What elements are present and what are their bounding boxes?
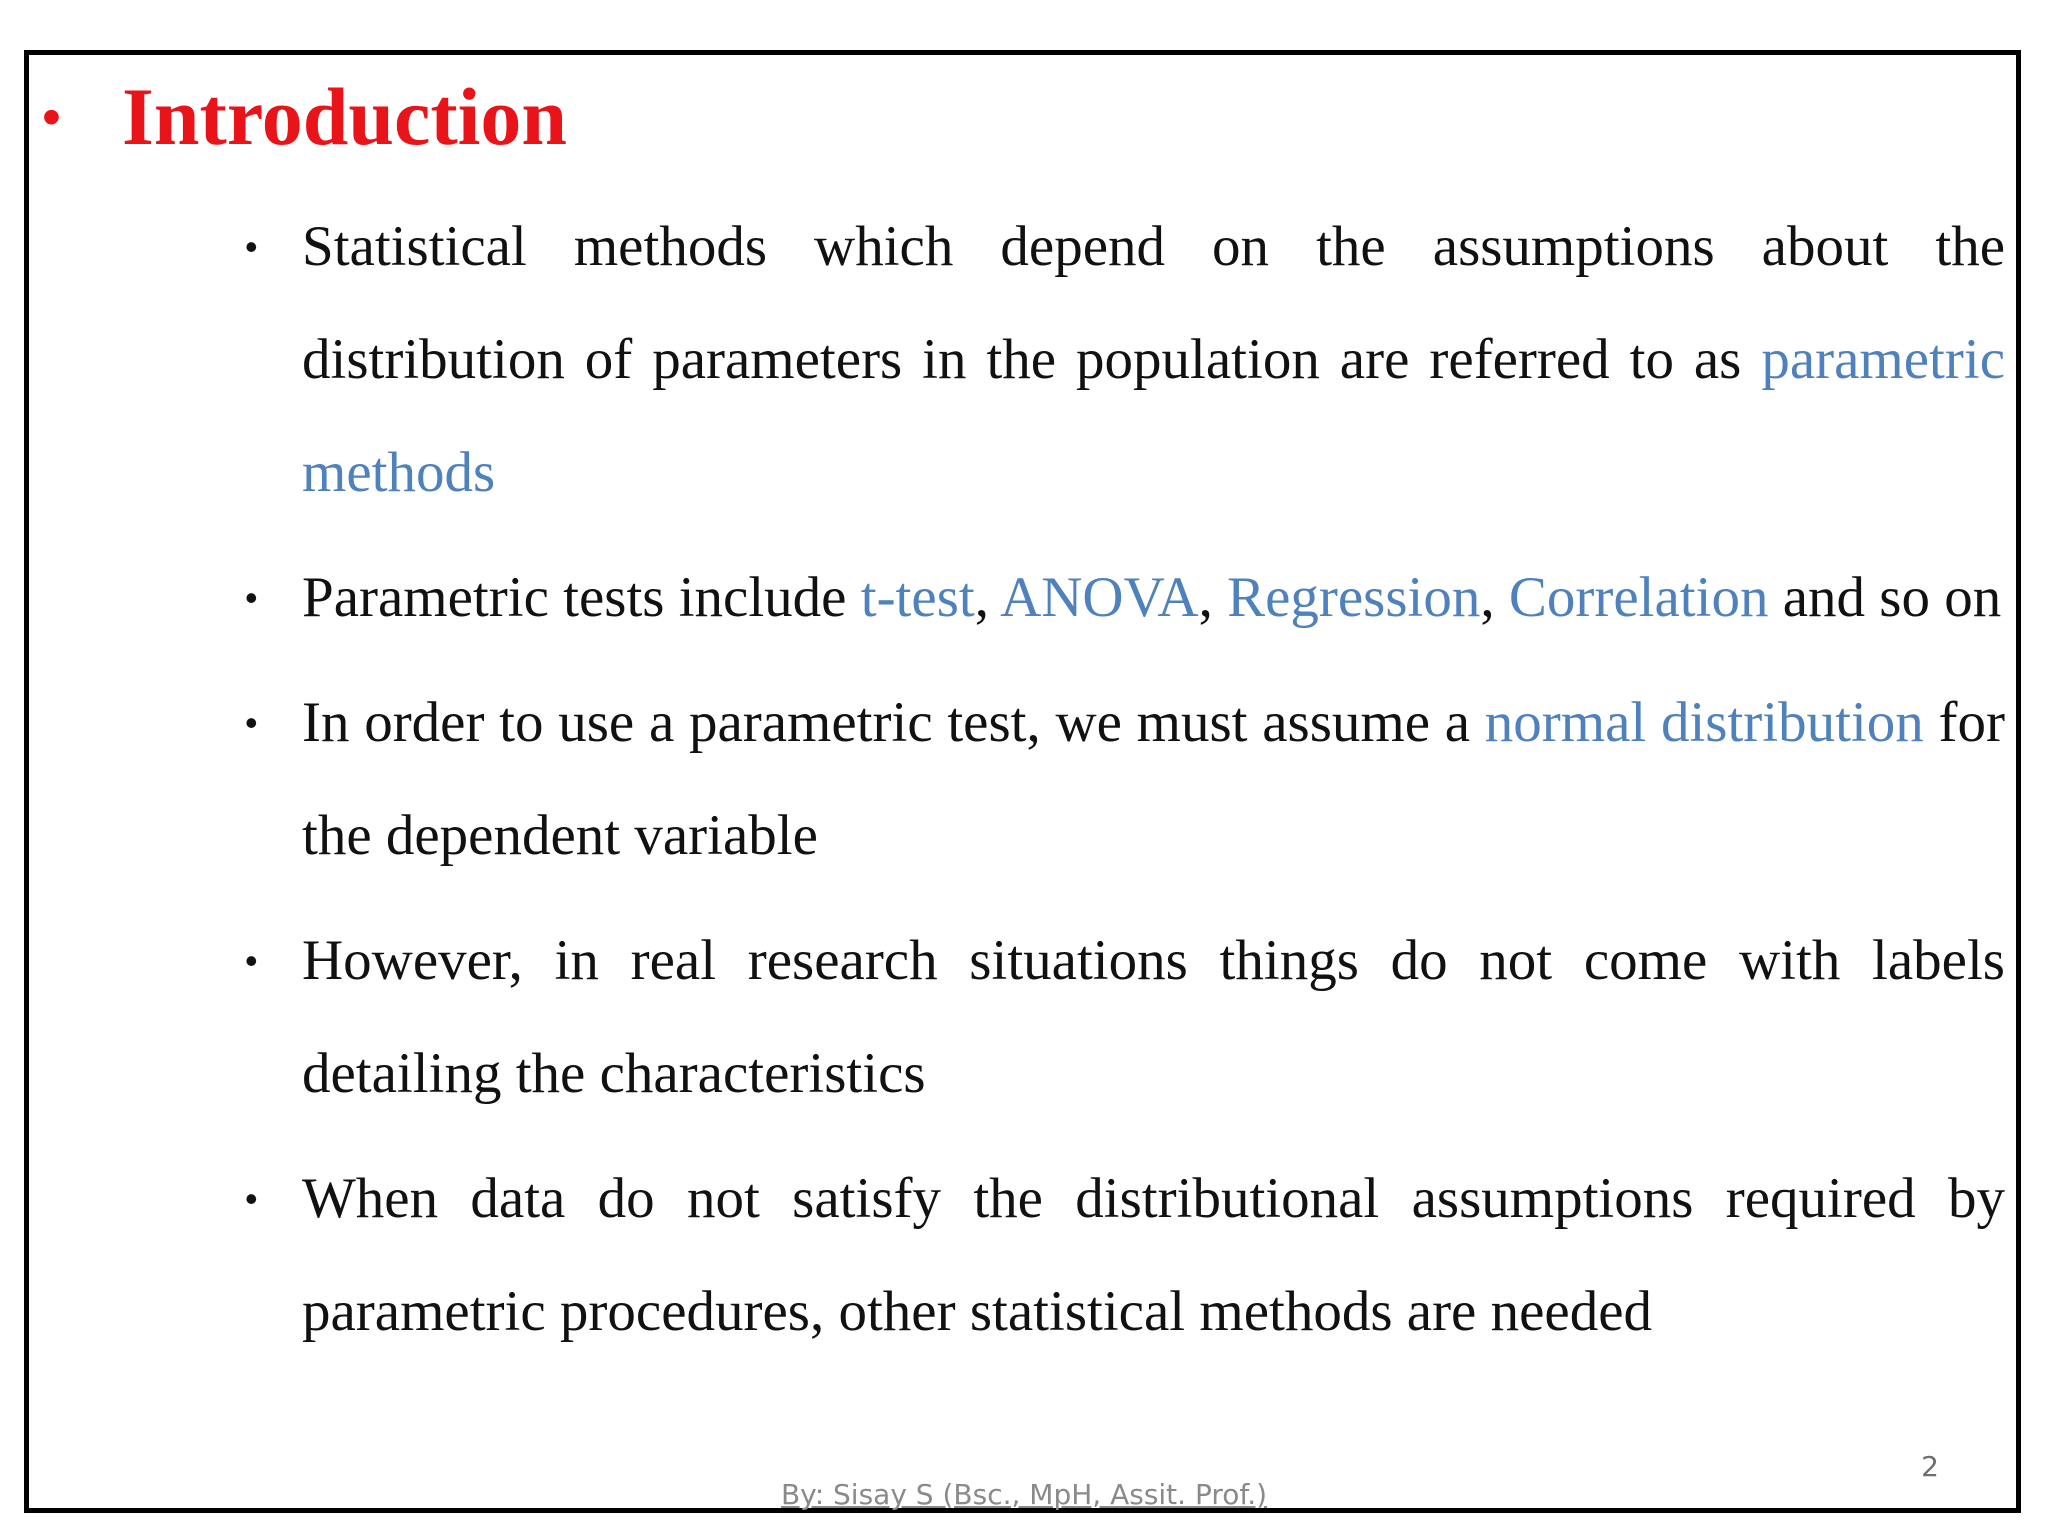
- text-segment: ,: [1198, 566, 1228, 629]
- bullet-marker: •: [245, 1178, 258, 1219]
- bullet-text: [302, 190, 2005, 529]
- highlighted-term: t-test: [860, 566, 975, 629]
- text-segment: and so on: [1768, 566, 2002, 629]
- bullet-marker: •: [245, 226, 258, 267]
- bullet-list: [245, 190, 2005, 1380]
- list-item: [245, 190, 2005, 529]
- text-segment: for the dependent variable: [302, 691, 2005, 867]
- highlighted-term: parametric methods: [302, 328, 2005, 504]
- list-item: [245, 904, 2005, 1130]
- bullet-text: [302, 541, 2005, 654]
- bullet-marker: •: [245, 577, 258, 618]
- text-segment: In order to use a parametric test, we must assume a: [302, 691, 1485, 754]
- slide-title: Introduction: [122, 71, 568, 162]
- bullet-text: [302, 904, 2005, 1130]
- bullet-marker: •: [245, 702, 258, 743]
- page-number: 2: [1921, 1450, 1939, 1483]
- highlighted-term: normal distribution: [1484, 691, 1924, 754]
- text-segment: When data do not satisfy the distributional assumptions required by parametric procedures, other statistical methods are needed: [302, 1167, 2005, 1343]
- bullet-marker: •: [245, 940, 258, 981]
- bullet-text: [302, 666, 2005, 892]
- list-item: [245, 666, 2005, 892]
- list-item: [245, 1142, 2005, 1368]
- footer-author: By: Sisay S (Bsc., MpH, Assit. Prof.): [780, 1478, 1268, 1511]
- text-segment: However, in real research situations things do not come with labels detailing the characteristics: [302, 929, 2005, 1105]
- text-segment: Parametric tests include: [302, 566, 861, 629]
- title-row: [42, 62, 567, 172]
- highlighted-term: Correlation: [1508, 566, 1769, 629]
- text-segment: ,: [974, 566, 1001, 629]
- highlighted-term: ANOVA: [1000, 566, 1199, 629]
- highlighted-term: Regression: [1227, 566, 1481, 629]
- list-item: [245, 541, 2005, 654]
- text-segment: ,: [1480, 566, 1509, 629]
- bullet-text: [302, 1142, 2005, 1368]
- text-segment: Statistical methods which depend on the assumptions about the distribution of parameters in the population are referred to as: [302, 215, 2005, 391]
- title-bullet: •: [42, 87, 61, 147]
